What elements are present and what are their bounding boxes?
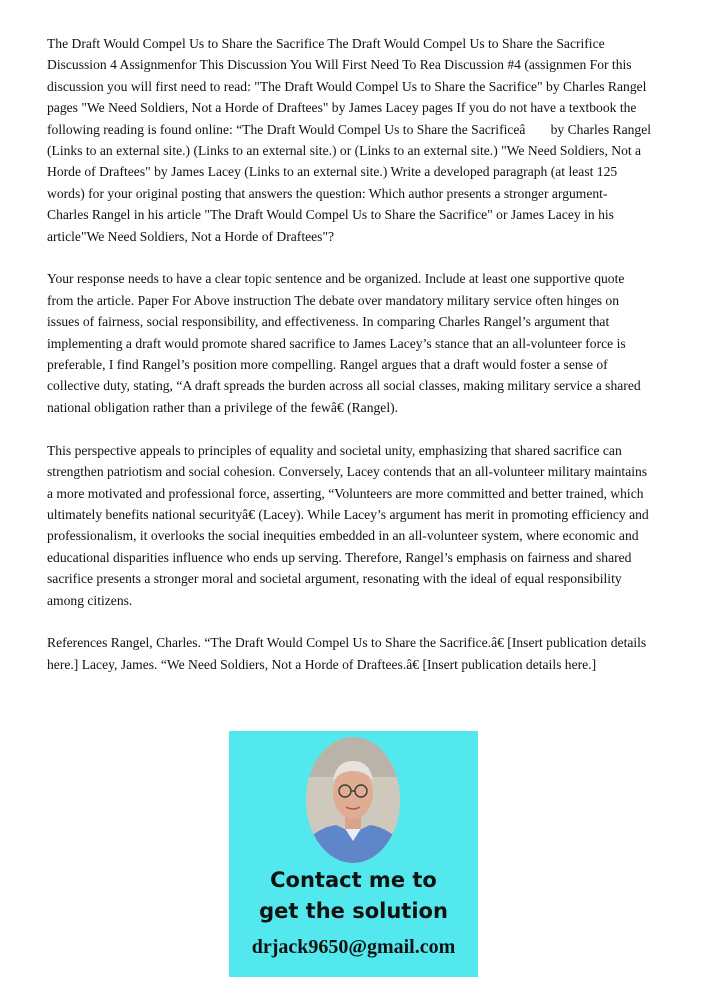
promo-heading-line2: get the solution <box>259 899 448 923</box>
promo-heading-line1: Contact me to <box>270 868 437 892</box>
person-portrait-icon <box>306 737 400 863</box>
paragraph-argument: This perspective appeals to principles of equality and societal unity, emphasizing that shared sacrifice can strengthen patriotism and social cohesion. Conversely, Lacey contends that an all-volunteer military maintains a more motivated and professional force, asserting, “Volunteers are more committed and better trained, which ultimately benefits national securityâ€ (Lacey). While Lacey’s argument has merit in promoting efficiency and professionalism, it overlooks the social inequities embedded in an all-volunteer system, where economic and educational disparities influence who ends up serving. Therefore, Rangel’s emphasis on fairness and shared sacrifice presents a stronger moral and societal argument, resonating with the ideal of equal responsibility among citizens. <box>47 442 649 608</box>
document-body <box>47 33 652 697</box>
paragraph-assignment: The Draft Would Compel Us to Share the Sacrifice The Draft Would Compel Us to Share the Sacrifice Discussion 4 Assignmenfor This Discussion You Will First Need To Rea Discussion #4 (assignmen For this discussion you will first need to read: "The Draft Would Compel Us to Share the Sacrifice" by Charles Rangel pages "We Need Soldiers, Not a Horde of Draftees" by James Lacey pages If you do not have a textbook the following reading is found online: “The Draft Would Compel Us to Share the Sacrificeâ by Charles Rangel (Links to an external site.) (Links to an external site.) or (Links to an external site.) "We Need Soldiers, Not a Horde of Draftees" by James Lacey (Links to an external site.) Write a developed paragraph (at least 125 words) for your original posting that answers the question: Which author presents a stronger argument- Charles Rangel in his article "The Draft Would Compel Us to Share the Sacrifice" or James Lacey in his article"We Need Soldiers, Not a Horde of Draftees"? <box>47 36 652 244</box>
contact-promo-banner[interactable] <box>229 731 478 977</box>
avatar <box>306 737 400 863</box>
paragraph-references: References Rangel, Charles. “The Draft Would Compel Us to Share the Sacrifice.â€ [Insert publication details here.] Lacey, James. “We Need Soldiers, Not a Horde of Draftees.â€ [Insert publication details here.] <box>47 635 647 672</box>
paragraph-response-intro: Your response needs to have a clear topic sentence and be organized. Include at least one supportive quote from the article. Paper For Above instruction The debate over mandatory military service often hinges on issues of fairness, social responsibility, and effectiveness. In comparing Charles Rangel’s argument that implementing a draft would promote shared sacrifice to James Lacey’s stance that an all-volunteer force is preferable, I find Rangel’s position more compelling. Rangel argues that a draft would foster a sense of collective duty, stating, “A draft spreads the burden across all social classes, making military service a shared national obligation rather than a privilege of the fewâ€ (Rangel). <box>47 271 641 415</box>
promo-heading <box>229 865 478 927</box>
contact-email-link[interactable]: drjack9650@gmail.com <box>251 936 456 958</box>
